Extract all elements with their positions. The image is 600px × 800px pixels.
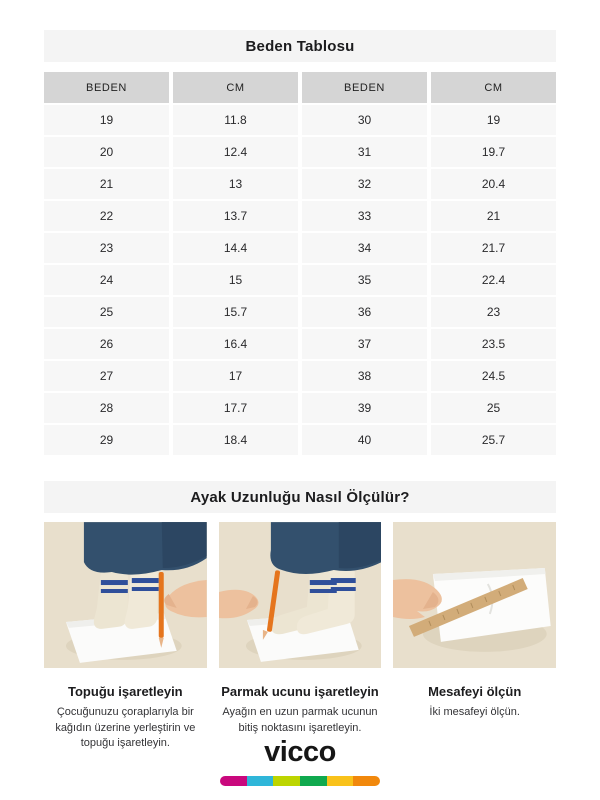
heel-marking-photo bbox=[44, 522, 207, 668]
size-table-cell: 13.7 bbox=[173, 201, 298, 231]
size-table-cell: 19.7 bbox=[431, 137, 556, 167]
size-table-cell: 21 bbox=[44, 169, 169, 199]
toe-marking-photo bbox=[219, 522, 382, 668]
size-table-cell: 23 bbox=[431, 297, 556, 327]
step-title-toe: Parmak ucunu işaretleyin bbox=[221, 684, 379, 699]
size-table-cell: 20.4 bbox=[431, 169, 556, 199]
size-table-cell: 14.4 bbox=[173, 233, 298, 263]
size-table-title-bar bbox=[44, 30, 556, 62]
size-table-cell: 32 bbox=[302, 169, 427, 199]
size-table-cell: 27 bbox=[44, 361, 169, 391]
size-table-cell: 16.4 bbox=[173, 329, 298, 359]
step-title-heel: Topuğu işaretleyin bbox=[68, 684, 183, 699]
size-table-cell: 28 bbox=[44, 393, 169, 423]
step-desc-distance: İki mesafeyi ölçün. bbox=[429, 706, 520, 719]
step-desc-toe: Ayağın en uzun parmak ucunun bitiş noktasını işaretleyin. bbox=[222, 706, 378, 734]
size-table-cell: 30 bbox=[302, 105, 427, 135]
size-table-cell: 36 bbox=[302, 297, 427, 327]
size-table-cell: 24 bbox=[44, 265, 169, 295]
logo-bar-segment bbox=[353, 776, 380, 786]
size-table-cell: 20 bbox=[44, 137, 169, 167]
size-table-cell: 19 bbox=[431, 105, 556, 135]
size-table-cell: 35 bbox=[302, 265, 427, 295]
size-table-cell: 22.4 bbox=[431, 265, 556, 295]
size-table-cell: 25.7 bbox=[431, 425, 556, 455]
logo-color-bar bbox=[220, 776, 380, 786]
size-table-cell: 34 bbox=[302, 233, 427, 263]
vicco-logo: vicco bbox=[264, 736, 336, 768]
size-table-cell: 38 bbox=[302, 361, 427, 391]
measure-section-title-bar bbox=[44, 481, 556, 513]
size-table-cell: 13 bbox=[173, 169, 298, 199]
size-table-cell: 23 bbox=[44, 233, 169, 263]
step-desc-heel: Çocuğunuzu çoraplarıyla bir kağıdın üzerine yerleştirin ve topuğu işaretleyin. bbox=[55, 706, 196, 750]
size-table-cell: 39 bbox=[302, 393, 427, 423]
size-table-cell: 37 bbox=[302, 329, 427, 359]
size-table-cell: 25 bbox=[44, 297, 169, 327]
distance-measuring-photo bbox=[393, 522, 556, 668]
size-table-header-cm-right: CM bbox=[431, 72, 556, 103]
size-table-cell: 33 bbox=[302, 201, 427, 231]
size-table-cell: 12.4 bbox=[173, 137, 298, 167]
logo-bar-segment bbox=[327, 776, 354, 786]
measure-section-title: Ayak Uzunluğu Nasıl Ölçülür? bbox=[190, 488, 410, 506]
measure-step-heel bbox=[44, 522, 207, 751]
size-table-cell: 31 bbox=[302, 137, 427, 167]
size-table-cell: 21.7 bbox=[431, 233, 556, 263]
measure-steps bbox=[44, 522, 556, 751]
size-table-cell: 17 bbox=[173, 361, 298, 391]
measure-step-toe bbox=[219, 522, 382, 751]
step-title-distance: Mesafeyi ölçün bbox=[428, 684, 522, 699]
size-table-cell: 24.5 bbox=[431, 361, 556, 391]
size-table-cell: 18.4 bbox=[173, 425, 298, 455]
size-table-title: Beden Tablosu bbox=[245, 37, 355, 55]
brand-footer bbox=[0, 738, 600, 800]
size-table-cell: 15.7 bbox=[173, 297, 298, 327]
size-table-cell: 22 bbox=[44, 201, 169, 231]
measure-step-distance bbox=[393, 522, 556, 751]
size-table-cell: 17.7 bbox=[173, 393, 298, 423]
size-table-cell: 25 bbox=[431, 393, 556, 423]
size-table-cell: 29 bbox=[44, 425, 169, 455]
size-table-cell: 19 bbox=[44, 105, 169, 135]
size-table-cell: 15 bbox=[173, 265, 298, 295]
size-table-header-beden-right: BEDEN bbox=[302, 72, 427, 103]
size-table bbox=[44, 72, 556, 455]
logo-bar-segment bbox=[300, 776, 327, 786]
logo-bar-segment bbox=[220, 776, 247, 786]
size-table-cell: 26 bbox=[44, 329, 169, 359]
size-table-cell: 21 bbox=[431, 201, 556, 231]
size-table-header-cm-left: CM bbox=[173, 72, 298, 103]
logo-bar-segment bbox=[273, 776, 300, 786]
size-table-header-beden-left: BEDEN bbox=[44, 72, 169, 103]
logo-bar-segment bbox=[247, 776, 274, 786]
size-table-cell: 11.8 bbox=[173, 105, 298, 135]
size-table-cell: 40 bbox=[302, 425, 427, 455]
size-table-cell: 23.5 bbox=[431, 329, 556, 359]
